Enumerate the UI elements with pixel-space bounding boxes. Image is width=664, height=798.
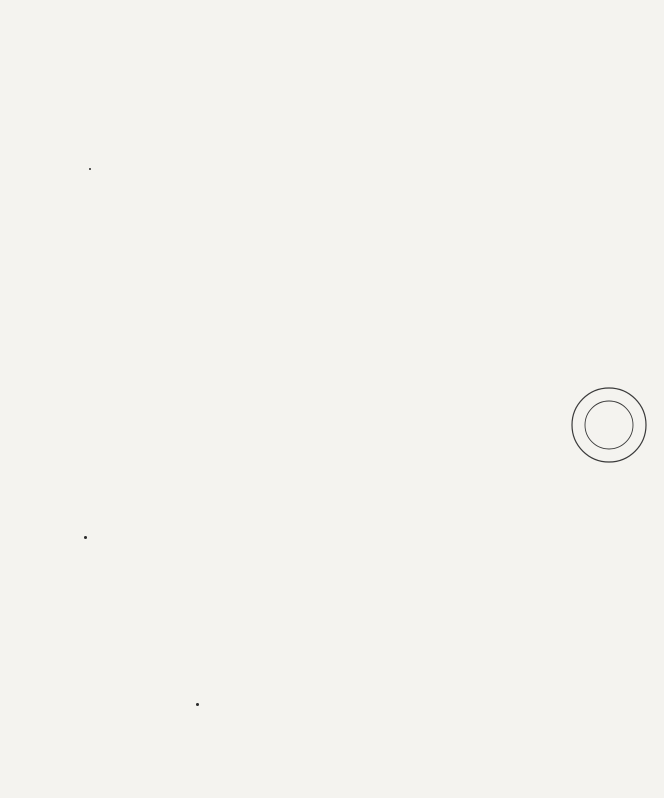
scan-speck — [196, 703, 199, 706]
scan-speck — [84, 536, 87, 539]
archive-stamp — [569, 385, 649, 465]
scan-speck — [89, 168, 91, 170]
